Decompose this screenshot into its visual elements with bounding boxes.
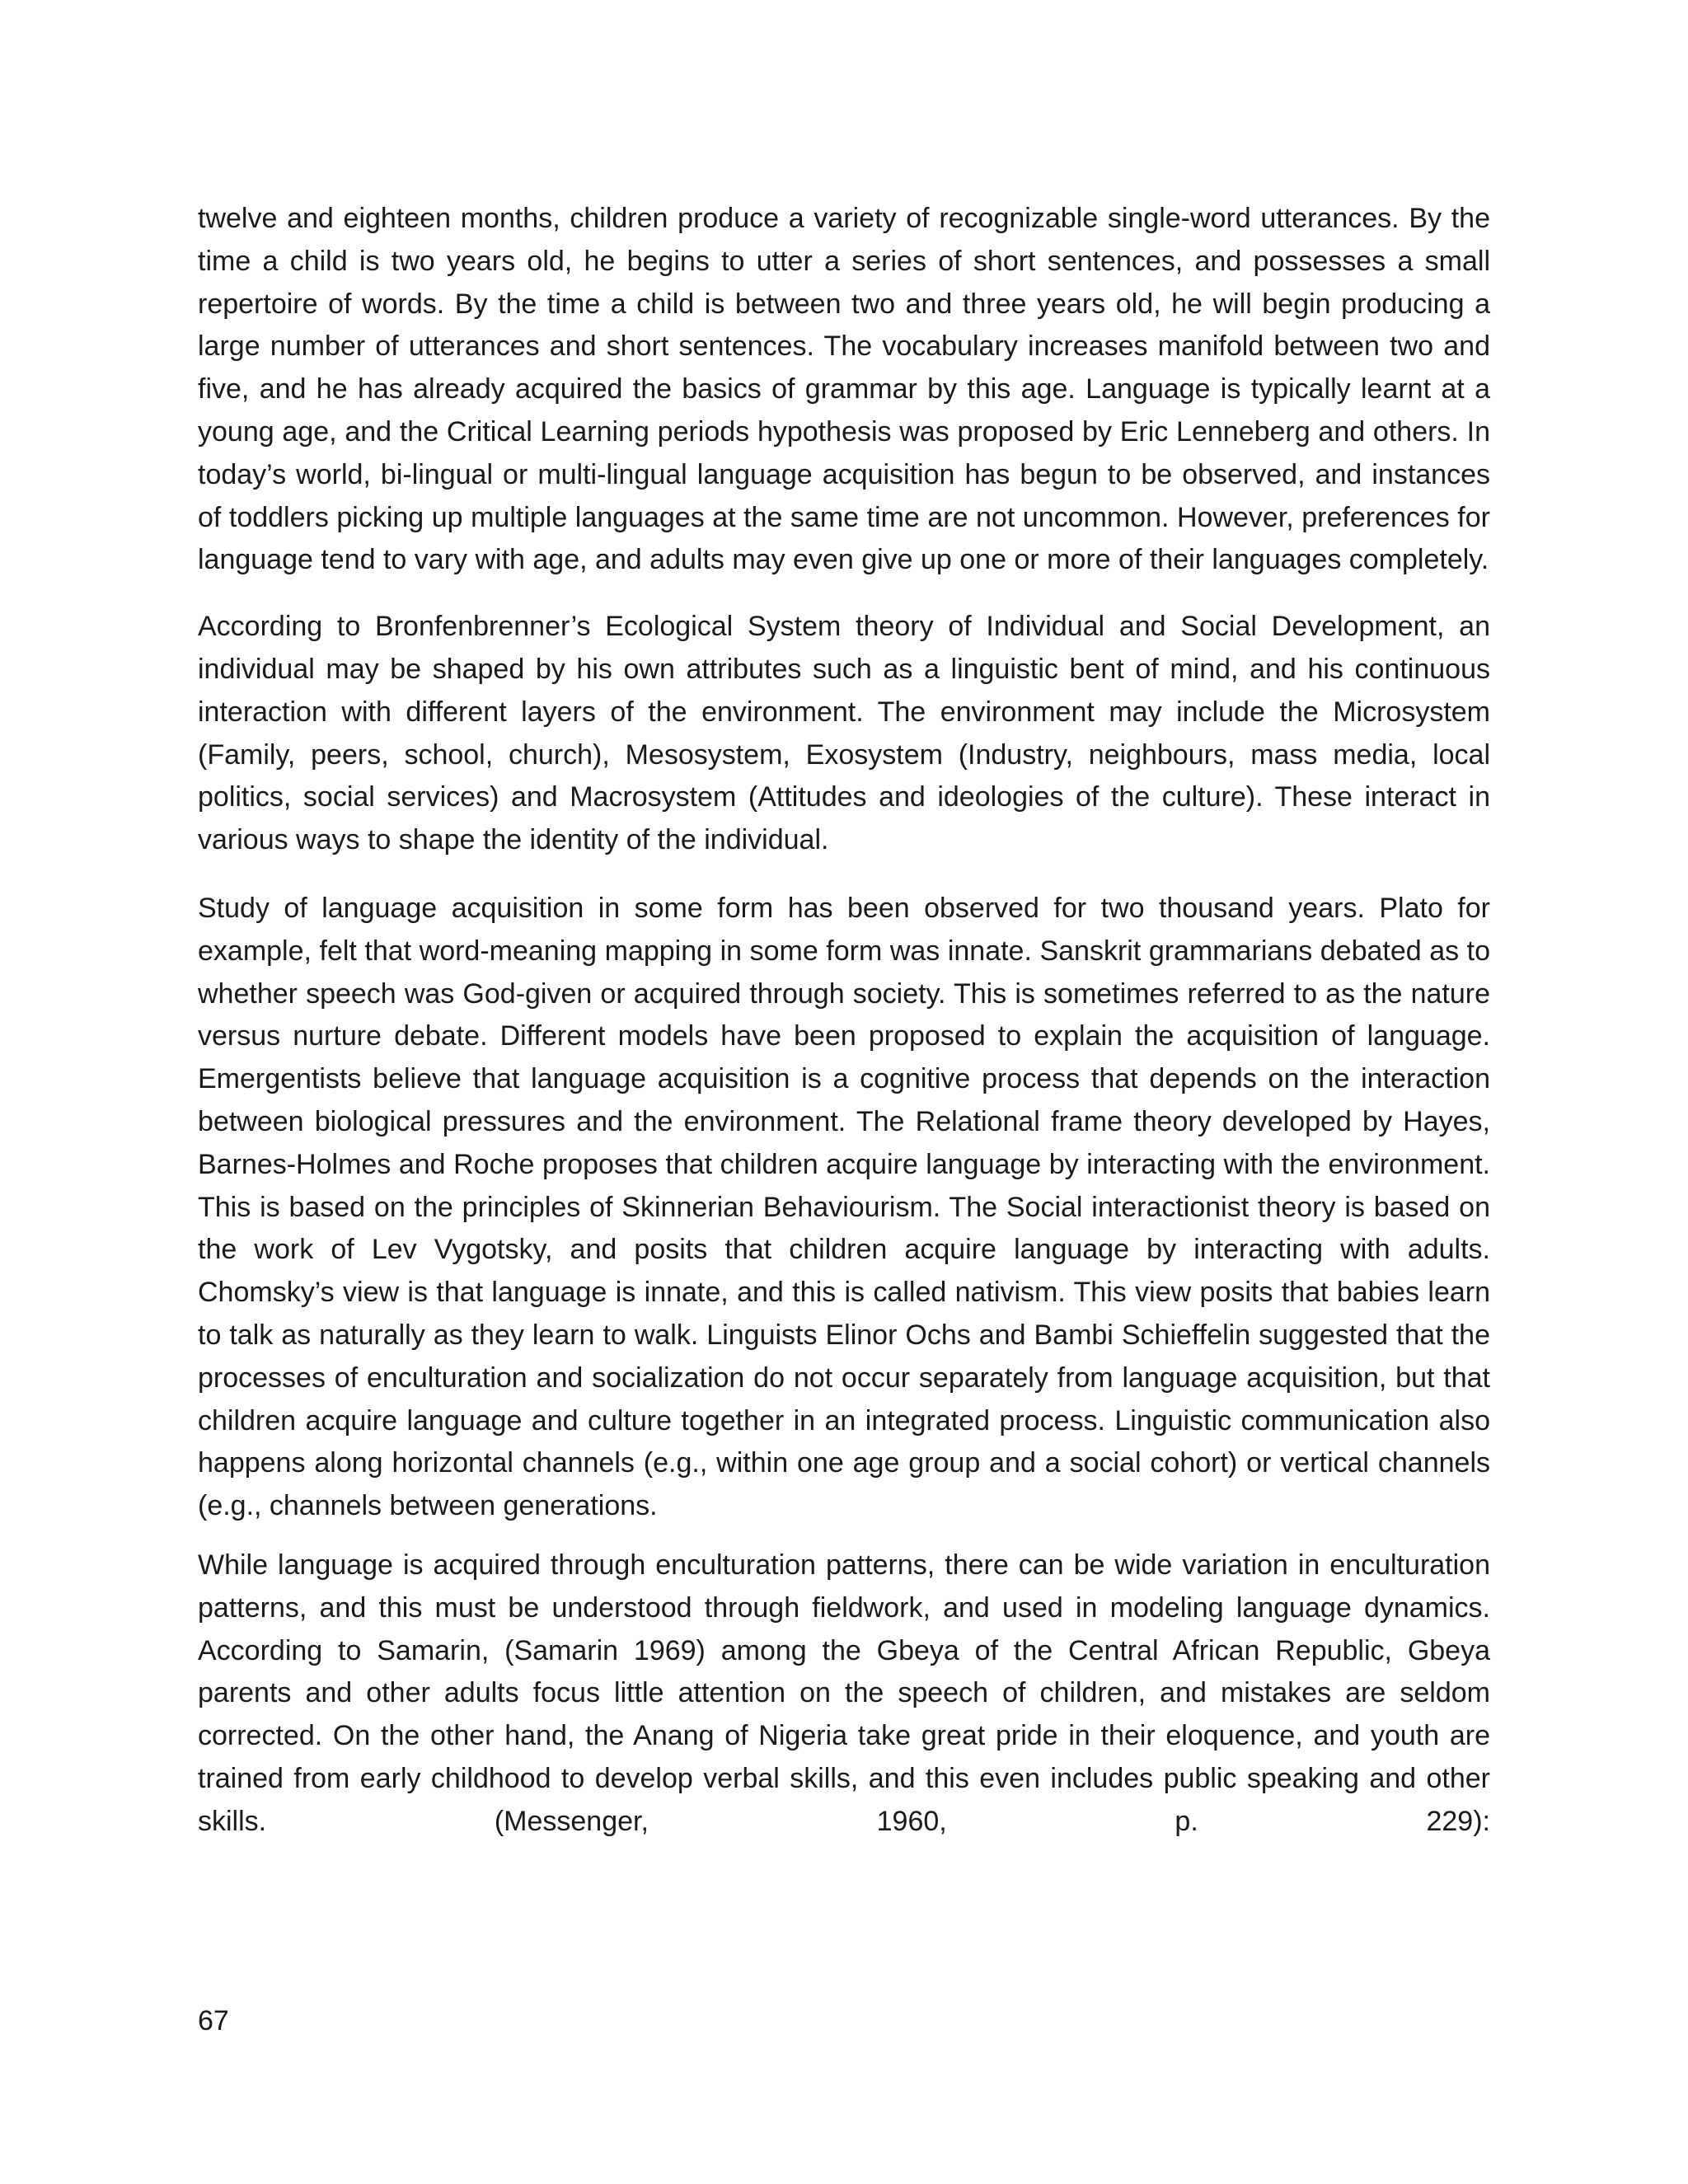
paragraph-language-development: twelve and eighteen months, children produce a variety of recognizable single-word utterances. By the time a child is two years old, he begins to utter a series of short sentences, and possesses a small repertoire of words. By the time a child is between two and three years old, he will begin producing a large number of utterances and short sentences. The vocabulary increases manifold between two and five, and he has already acquired the basics of grammar by this age. Language is typically learnt at a young age, and the Critical Learning periods hypothesis was proposed by Eric Lenneberg and others. In today’s world, bi-lingual or multi-lingual language acquisition has begun to be observed, and instances of toddlers picking up multiple languages at the same time are not uncommon. However, preferences for language tend to vary with age, and adults may even give up one or more of their languages completely. xyxy=(198,203,1490,576)
paragraph-ecological-systems: According to Bronfenbrenner’s Ecological System theory of Individual and Social Development, an individual may be shaped by his own attributes such as a linguistic bent of mind, and his continuous interaction with different layers of the environment. The environment may include the Microsystem (Family, peers, school, church), Mesosystem, Exosystem (Industry, neighbours, mass media, local politics, social services) and Macrosystem (Attitudes and ideologies of the culture). These interact in various ways to shape the identity of the individual. xyxy=(198,611,1490,856)
page-number: 67 xyxy=(198,2005,229,2036)
paragraph-enculturation-patterns: While language is acquired through enculturation patterns, there can be wide variation in enculturation patterns, and this must be understood through fieldwork, and used in modeling language dynamics. According to Samarin, (Samarin 1969) among the Gbeya of the Central African Republic, Gbeya parents and other adults focus little attention on the speech of children, and mistakes are seldom corrected. On the other hand, the Anang of Nigeria take great pride in their eloquence, and youth are trained from early childhood to develop verbal skills, and this even includes public speaking and other skills. (Messenger, 1960, p. 229): xyxy=(198,1549,1490,1837)
page-body xyxy=(198,198,1490,1843)
paragraph-acquisition-theories: Study of language acquisition in some form has been observed for two thousand years. Plato for example, felt that word-meaning mapping in some form was innate. Sanskrit grammarians debated as to whether speech was God-given or acquired through society. This is sometimes referred to as the nature versus nurture debate. Different models have been proposed to explain the acquisition of language. Emergentists believe that language acquisition is a cognitive process that depends on the interaction between biological pressures and the environment. The Relational frame theory developed by Hayes, Barnes-Holmes and Roche proposes that children acquire language by interacting with the environment. This is based on the principles of Skinnerian Behaviourism. The Social interactionist theory is based on the work of Lev Vygotsky, and posits that children acquire language by interacting with adults. Chomsky’s view is that language is innate, and this is called nativism. This view posits that babies learn to talk as naturally as they learn to walk. Linguists Elinor Ochs and Bambi Schieffelin suggested that the processes of enculturation and socialization do not occur separately from language acquisition, but that children acquire language and culture together in an integrated process. Linguistic communication also happens along horizontal channels (e.g., within one age group and a social cohort) or vertical channels (e.g., channels between generations. xyxy=(198,892,1490,1522)
